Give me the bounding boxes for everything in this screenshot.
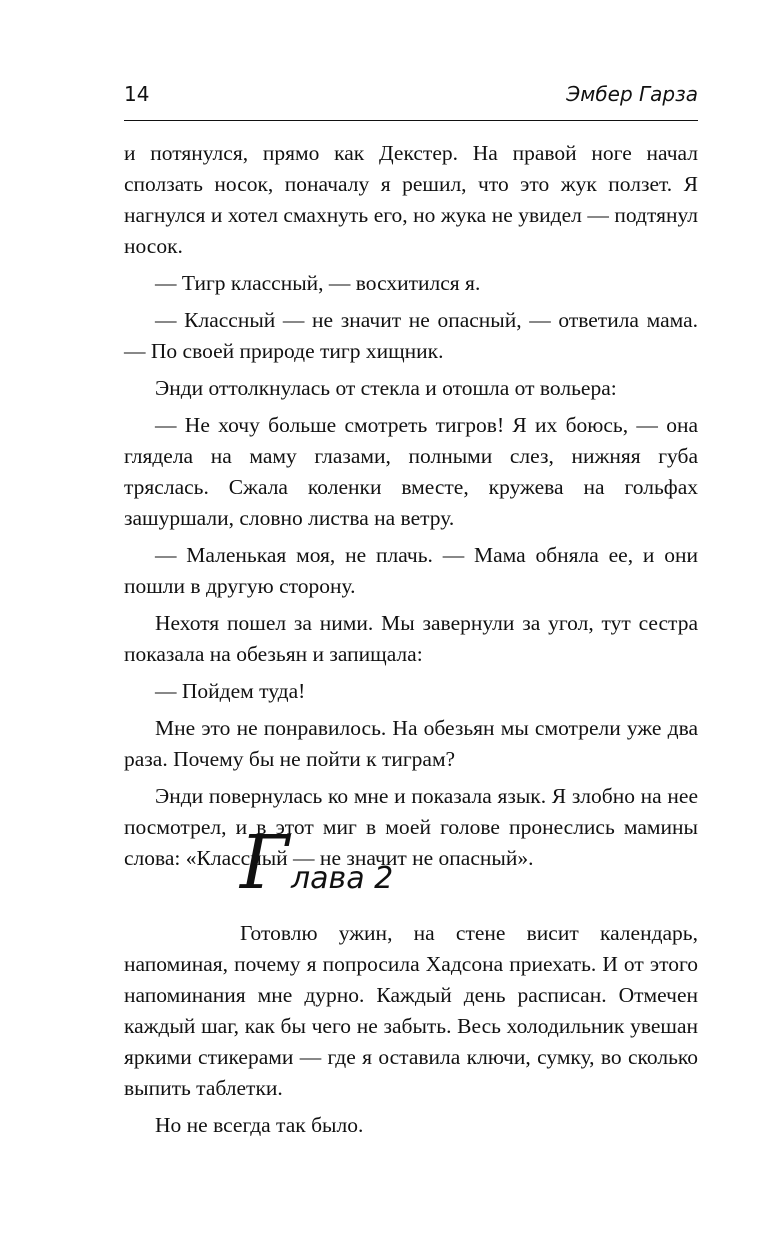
paragraph: и потянулся, прямо как Декстер. На правой ноге начал сползать носок, поначалу я решил, что это жук ползет. Я нагнулся и хотел смахнуть его, но жука не увидел — подтянул носок.: [124, 141, 698, 258]
paragraph: Готовлю ужин, на стене висит календарь, напоминая, почему я попросила Хадсона приехать. И от этого напоминания мне дурно. Каждый день расписан. Отмечен каждый шаг, как бы чего не забыть. Весь холодильник увешан яркими стикерами — где я оставила ключи, сумку, во сколько выпить таблетки.: [124, 921, 698, 1100]
paragraph: — Маленькая моя, не плачь. — Мама обняла ее, и они пошли в другую сторону.: [124, 543, 698, 598]
paragraph: Но не всегда так было.: [155, 1113, 364, 1137]
chapter-title: лава 2: [291, 861, 394, 896]
paragraph: — Классный — не значит не опасный, — ответила мама. — По своей природе тигр хищник.: [124, 308, 698, 363]
chapter-heading: [240, 818, 540, 908]
chapter-initial-letter: Г: [240, 820, 289, 906]
paragraph: — Тигр классный, — восхитился я.: [155, 271, 481, 295]
paragraph: — Не хочу больше смотреть тигров! Я их боюсь, — она глядела на маму глазами, полными слез, нижняя губа тряслась. Сжала коленки вместе, кружева на гольфах зашуршали, словно листва на ветру.: [124, 413, 698, 530]
paragraph: Энди повернулась ко мне и показала язык. Я злобно на нее посмотрел, и в этот миг в моей голове пронеслись мамины слова: «Классный — не значит не опасный».: [124, 784, 698, 870]
body-text-section-1: [124, 138, 698, 874]
header-rule: [124, 120, 698, 121]
page-number: 14: [124, 82, 150, 106]
paragraph: Мне это не понравилось. На обезьян мы смотрели уже два раза. Почему бы не пойти к тиграм?: [124, 716, 698, 771]
running-head-author: Эмбер Гарза: [566, 82, 698, 106]
body-text-section-2: [124, 918, 698, 1141]
page-header: [124, 82, 698, 112]
paragraph: — Пойдем туда!: [155, 679, 306, 703]
paragraph: Нехотя пошел за ними. Мы завернули за угол, тут сестра показала на обезьян и запищала:: [124, 611, 698, 666]
paragraph: Энди оттолкнулась от стекла и отошла от вольера:: [155, 376, 617, 400]
